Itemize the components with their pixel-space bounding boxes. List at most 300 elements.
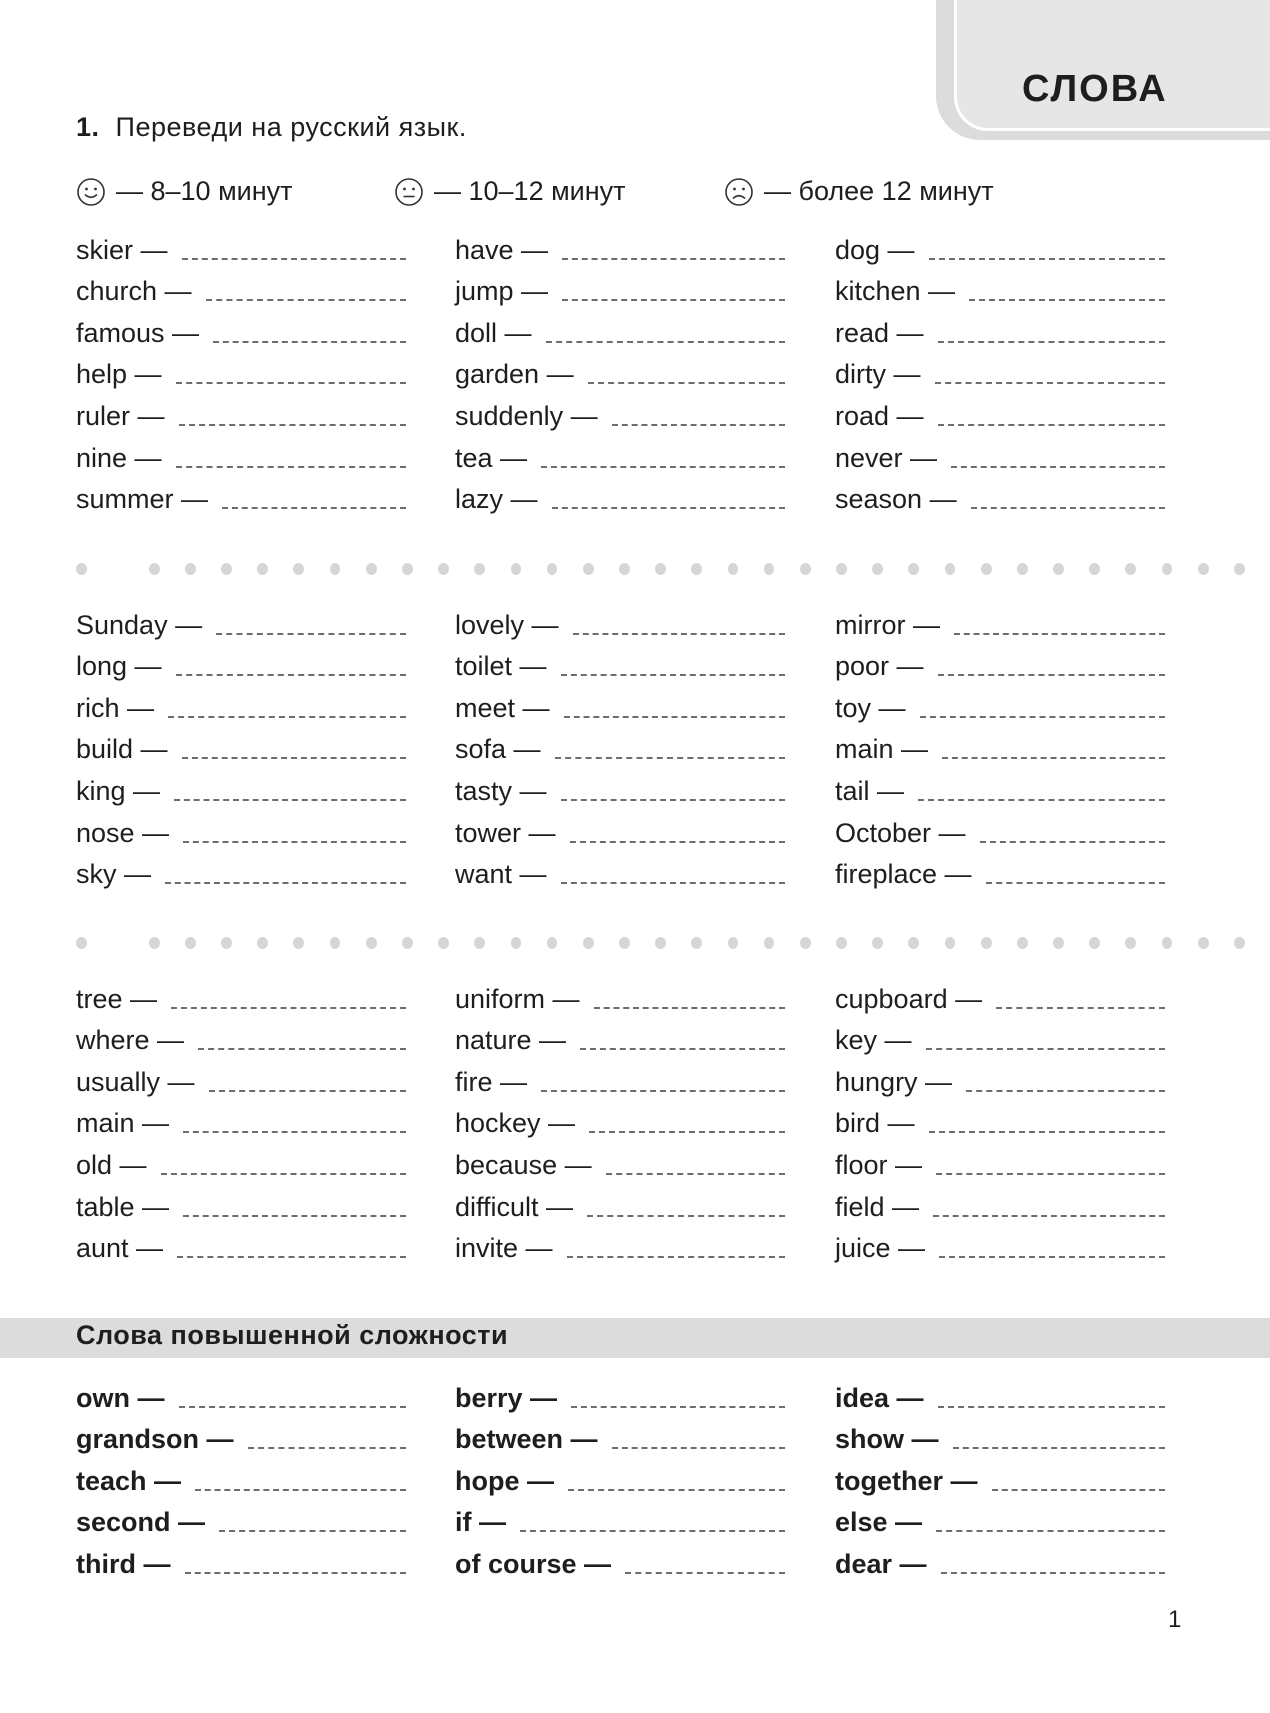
answer-line[interactable] — [953, 1447, 1165, 1449]
divider-dot — [511, 937, 522, 949]
word-row — [455, 724, 785, 766]
answer-line[interactable] — [552, 507, 785, 509]
time-legend-fast-label: — 8–10 минут — [116, 176, 293, 206]
answer-line[interactable] — [555, 757, 785, 759]
advanced-col3 — [835, 1372, 1165, 1580]
answer-line[interactable] — [612, 424, 785, 426]
word-row — [76, 641, 406, 683]
answer-line[interactable] — [570, 841, 785, 843]
smile-face-icon — [76, 177, 106, 207]
word-row — [455, 307, 785, 349]
divider-dot — [474, 563, 485, 575]
answer-line[interactable] — [580, 1048, 785, 1050]
word: teach — — [76, 1465, 182, 1496]
divider-dot — [981, 937, 992, 949]
answer-line[interactable] — [561, 882, 785, 884]
word: dirty — — [835, 359, 921, 390]
word-row — [76, 1497, 406, 1539]
word: third — — [76, 1548, 171, 1579]
word-row — [455, 1223, 785, 1265]
block2-col2 — [455, 599, 785, 890]
divider-dot — [583, 563, 594, 575]
answer-line[interactable] — [954, 633, 1165, 635]
word: bird — — [835, 1108, 915, 1139]
word-row — [835, 1098, 1165, 1140]
word-row — [455, 1372, 785, 1414]
word-row — [76, 1139, 406, 1181]
answer-line[interactable] — [929, 258, 1165, 260]
word-row — [835, 390, 1165, 432]
divider-dot — [908, 937, 919, 949]
advanced-title: Слова повышенной сложности — [76, 1320, 509, 1350]
word-row — [76, 1181, 406, 1223]
word-row — [455, 807, 785, 849]
word: sky — — [76, 859, 152, 890]
advanced-col2 — [455, 1372, 785, 1580]
answer-line[interactable] — [612, 1447, 785, 1449]
divider-dot — [1125, 563, 1136, 575]
word: poor — — [835, 651, 924, 682]
time-legend-medium-label: — 10–12 минут — [434, 176, 626, 206]
word: cupboard — — [835, 983, 983, 1014]
divider-dot — [1125, 937, 1136, 949]
answer-line[interactable] — [996, 1007, 1165, 1009]
divider-dot — [438, 563, 449, 575]
word: idea — — [835, 1382, 924, 1413]
divider-dot — [76, 563, 87, 575]
word: hungry — — [835, 1066, 953, 1097]
word-row — [76, 724, 406, 766]
answer-line[interactable] — [195, 1489, 406, 1491]
word-row — [835, 1139, 1165, 1181]
answer-line[interactable] — [541, 466, 785, 468]
word-row — [455, 1139, 785, 1181]
word: uniform — — [455, 983, 580, 1014]
word-row — [835, 1414, 1165, 1456]
word-row — [76, 1372, 406, 1414]
answer-line[interactable] — [182, 258, 406, 260]
divider-dot — [221, 937, 232, 949]
divider-dot — [257, 563, 268, 575]
answer-line[interactable] — [939, 1256, 1165, 1258]
answer-line[interactable] — [938, 341, 1165, 343]
answer-line[interactable] — [969, 299, 1165, 301]
word: together — — [835, 1465, 978, 1496]
divider-dot — [691, 937, 702, 949]
divider-dot — [257, 937, 268, 949]
answer-line[interactable] — [966, 1090, 1165, 1092]
answer-line[interactable] — [176, 382, 406, 384]
answer-line[interactable] — [168, 716, 406, 718]
answer-line[interactable] — [176, 674, 406, 676]
word: have — — [455, 234, 549, 265]
sad-face-icon — [724, 177, 754, 207]
word-row — [76, 765, 406, 807]
divider-dot — [764, 937, 775, 949]
word-row — [455, 1497, 785, 1539]
word-row — [76, 1015, 406, 1057]
word: because — — [455, 1149, 592, 1180]
answer-line[interactable] — [174, 799, 406, 801]
word: juice — — [835, 1233, 926, 1264]
word: difficult — — [455, 1191, 574, 1222]
divider-dot — [800, 937, 811, 949]
word: own — — [76, 1382, 165, 1413]
answer-line[interactable] — [165, 882, 406, 884]
answer-line[interactable] — [179, 1406, 407, 1408]
word-row — [835, 266, 1165, 308]
word: tree — — [76, 983, 158, 1014]
word-row — [455, 349, 785, 391]
word: help — — [76, 359, 162, 390]
word-row — [835, 1497, 1165, 1539]
divider-dot — [330, 937, 341, 949]
word-row — [455, 849, 785, 891]
answer-line[interactable] — [176, 466, 406, 468]
word: between — — [455, 1424, 598, 1455]
divider-dot — [836, 937, 847, 949]
divider-dot — [836, 563, 847, 575]
answer-line[interactable] — [935, 382, 1165, 384]
divider-dot — [402, 937, 413, 949]
answer-line[interactable] — [219, 1530, 406, 1532]
word: fireplace — — [835, 859, 972, 890]
word-row — [835, 641, 1165, 683]
word-row — [835, 1372, 1165, 1414]
word: of course — — [455, 1548, 612, 1579]
answer-line[interactable] — [171, 1007, 406, 1009]
divider-dot — [438, 937, 449, 949]
divider-dot — [1053, 563, 1064, 575]
block3-col2 — [455, 973, 785, 1264]
word: want — — [455, 859, 547, 890]
word-row — [835, 807, 1165, 849]
word-row — [76, 224, 406, 266]
block2-col3 — [835, 599, 1165, 890]
word-row — [76, 432, 406, 474]
block1-col1 — [76, 224, 406, 515]
answer-line[interactable] — [594, 1007, 785, 1009]
divider-dot — [655, 937, 666, 949]
divider-dot — [402, 563, 413, 575]
divider-dot — [800, 563, 811, 575]
divider-dot — [511, 563, 522, 575]
word: never — — [835, 442, 938, 473]
divider-dot — [1053, 937, 1064, 949]
word-row — [76, 307, 406, 349]
word-row — [76, 1538, 406, 1580]
answer-line[interactable] — [971, 507, 1165, 509]
word: king — — [76, 775, 161, 806]
answer-line[interactable] — [213, 341, 406, 343]
divider-dot — [764, 563, 775, 575]
word: table — — [76, 1191, 170, 1222]
page-number: 1 — [1168, 1606, 1182, 1633]
word: show — — [835, 1424, 939, 1455]
divider-dot — [981, 563, 992, 575]
word: tea — — [455, 442, 528, 473]
word-row — [455, 266, 785, 308]
answer-line[interactable] — [222, 507, 406, 509]
answer-line[interactable] — [986, 882, 1165, 884]
word-row — [76, 807, 406, 849]
divider-dot — [149, 937, 160, 949]
time-legend-slow — [724, 176, 994, 207]
word-row — [455, 1414, 785, 1456]
divider-dot — [1234, 563, 1245, 575]
divider-dot — [872, 937, 883, 949]
divider-dot — [908, 563, 919, 575]
word-row — [455, 474, 785, 516]
divider-dot — [221, 563, 232, 575]
divider-dot — [366, 937, 377, 949]
answer-line[interactable] — [589, 1131, 785, 1133]
word-row — [76, 849, 406, 891]
word: usually — — [76, 1066, 195, 1097]
word-row — [455, 390, 785, 432]
block3-col1 — [76, 973, 406, 1264]
word: toilet — — [455, 651, 547, 682]
answer-line[interactable] — [209, 1090, 406, 1092]
word-row — [835, 349, 1165, 391]
word: suddenly — — [455, 400, 598, 431]
word-row — [835, 1056, 1165, 1098]
divider-dot — [619, 563, 630, 575]
answer-line[interactable] — [941, 1572, 1165, 1574]
word: hope — — [455, 1465, 554, 1496]
divider-dot — [728, 937, 739, 949]
answer-line[interactable] — [936, 1173, 1165, 1175]
word: grandson — — [76, 1424, 234, 1455]
task-heading — [76, 112, 467, 143]
word: second — — [76, 1507, 206, 1538]
word-row — [835, 1455, 1165, 1497]
word: hockey — — [455, 1108, 576, 1139]
word-row — [835, 1538, 1165, 1580]
answer-line[interactable] — [562, 299, 785, 301]
answer-line[interactable] — [992, 1489, 1165, 1491]
divider-dot — [547, 563, 558, 575]
answer-line[interactable] — [625, 1572, 785, 1574]
time-legend-slow-label: — более 12 минут — [764, 176, 994, 206]
answer-line[interactable] — [571, 1406, 785, 1408]
answer-line[interactable] — [562, 258, 785, 260]
word-row — [455, 973, 785, 1015]
word-row — [76, 973, 406, 1015]
word: jump — — [455, 276, 549, 307]
word-row — [455, 1455, 785, 1497]
divider-dot — [1162, 937, 1173, 949]
divider-dot — [76, 937, 87, 949]
word: dog — — [835, 234, 915, 265]
word: season — — [835, 484, 957, 515]
word: lazy — — [455, 484, 538, 515]
word-row — [835, 724, 1165, 766]
word: famous — — [76, 317, 200, 348]
word: tail — — [835, 775, 905, 806]
task-number: 1. — [76, 112, 100, 142]
divider-dot — [691, 563, 702, 575]
answer-line[interactable] — [520, 1530, 785, 1532]
word-row — [835, 1015, 1165, 1057]
divider-dot — [185, 937, 196, 949]
divider-dot — [366, 563, 377, 575]
divider-dot — [547, 937, 558, 949]
block1-col2 — [455, 224, 785, 515]
answer-line[interactable] — [606, 1173, 785, 1175]
answer-line[interactable] — [926, 1048, 1165, 1050]
answer-line[interactable] — [161, 1173, 406, 1175]
answer-line[interactable] — [546, 341, 785, 343]
word: main — — [76, 1108, 170, 1139]
divider-dot — [293, 563, 304, 575]
divider-dot — [330, 563, 341, 575]
word-row — [455, 1538, 785, 1580]
word: else — — [835, 1507, 923, 1538]
block1-col3 — [835, 224, 1165, 515]
word-row — [835, 765, 1165, 807]
word: road — — [835, 400, 924, 431]
word: ruler — — [76, 400, 165, 431]
word-row — [76, 599, 406, 641]
answer-line[interactable] — [561, 674, 785, 676]
section-title: СЛОВА — [1022, 68, 1168, 110]
answer-line[interactable] — [206, 299, 406, 301]
answer-line[interactable] — [183, 1131, 406, 1133]
section-tab-inner — [954, 0, 1270, 131]
advanced-col1 — [76, 1372, 406, 1580]
word: mirror — — [835, 609, 940, 640]
dot-divider-1 — [76, 563, 1270, 577]
neutral-face-icon — [394, 177, 424, 207]
word-row — [455, 224, 785, 266]
word: invite — — [455, 1233, 553, 1264]
answer-line[interactable] — [588, 382, 785, 384]
word-row — [835, 599, 1165, 641]
answer-line[interactable] — [567, 1256, 785, 1258]
divider-dot — [185, 563, 196, 575]
answer-line[interactable] — [198, 1048, 406, 1050]
answer-line[interactable] — [933, 1215, 1165, 1217]
word: nature — — [455, 1025, 567, 1056]
word-row — [455, 599, 785, 641]
answer-line[interactable] — [177, 1256, 406, 1258]
answer-line[interactable] — [561, 799, 785, 801]
divider-dot — [474, 937, 485, 949]
answer-line[interactable] — [942, 757, 1165, 759]
word: nose — — [76, 817, 170, 848]
word: if — — [455, 1507, 506, 1538]
word: meet — — [455, 692, 550, 723]
task-text: Переведи на русский язык. — [115, 112, 467, 142]
answer-line[interactable] — [573, 633, 785, 635]
answer-line[interactable] — [183, 841, 406, 843]
word: kitchen — — [835, 276, 956, 307]
answer-line[interactable] — [183, 1215, 406, 1217]
word-row — [76, 682, 406, 724]
word-row — [455, 1015, 785, 1057]
word-row — [455, 1181, 785, 1223]
word: read — — [835, 317, 924, 348]
word-row — [455, 765, 785, 807]
answer-line[interactable] — [541, 1090, 785, 1092]
word: church — — [76, 276, 192, 307]
word-row — [455, 1056, 785, 1098]
answer-line[interactable] — [179, 424, 406, 426]
answer-line[interactable] — [920, 716, 1165, 718]
word: main — — [835, 734, 929, 765]
word: nine — — [76, 442, 162, 473]
word: old — — [76, 1149, 147, 1180]
word-row — [835, 973, 1165, 1015]
answer-line[interactable] — [938, 1406, 1165, 1408]
word-row — [76, 1414, 406, 1456]
word-row — [455, 1098, 785, 1140]
divider-dot — [1162, 563, 1173, 575]
word-row — [76, 1098, 406, 1140]
word-row — [835, 1223, 1165, 1265]
word: toy — — [835, 692, 906, 723]
word: summer — — [76, 484, 209, 515]
divider-dot — [149, 563, 160, 575]
block2-col1 — [76, 599, 406, 890]
word-row — [455, 641, 785, 683]
answer-line[interactable] — [185, 1572, 407, 1574]
word: berry — — [455, 1382, 558, 1413]
word-row — [835, 307, 1165, 349]
answer-line[interactable] — [182, 757, 406, 759]
answer-line[interactable] — [587, 1215, 785, 1217]
word: where — — [76, 1025, 185, 1056]
word-row — [76, 390, 406, 432]
time-legend-medium — [394, 176, 626, 207]
word: Sunday — — [76, 609, 203, 640]
answer-line[interactable] — [980, 841, 1165, 843]
word-row — [835, 1181, 1165, 1223]
divider-dot — [1017, 937, 1028, 949]
divider-dot — [293, 937, 304, 949]
answer-line[interactable] — [938, 424, 1165, 426]
word: lovely — — [455, 609, 559, 640]
word: floor — — [835, 1149, 923, 1180]
answer-line[interactable] — [248, 1447, 406, 1449]
word: aunt — — [76, 1233, 164, 1264]
divider-dot — [1089, 937, 1100, 949]
word-row — [76, 1455, 406, 1497]
answer-line[interactable] — [938, 674, 1165, 676]
divider-dot — [655, 563, 666, 575]
word-row — [76, 266, 406, 308]
word: fire — — [455, 1066, 528, 1097]
answer-line[interactable] — [918, 799, 1165, 801]
divider-dot — [1198, 563, 1209, 575]
word: field — — [835, 1191, 920, 1222]
word: garden — — [455, 359, 574, 390]
divider-dot — [872, 563, 883, 575]
divider-dot — [945, 937, 956, 949]
answer-line[interactable] — [568, 1489, 785, 1491]
answer-line[interactable] — [929, 1131, 1165, 1133]
word: tasty — — [455, 775, 547, 806]
answer-line[interactable] — [564, 716, 785, 718]
word-row — [835, 849, 1165, 891]
word-row — [835, 432, 1165, 474]
answer-line[interactable] — [951, 466, 1165, 468]
answer-line[interactable] — [216, 633, 406, 635]
answer-line[interactable] — [936, 1530, 1165, 1532]
word-row — [835, 682, 1165, 724]
divider-dot — [728, 563, 739, 575]
